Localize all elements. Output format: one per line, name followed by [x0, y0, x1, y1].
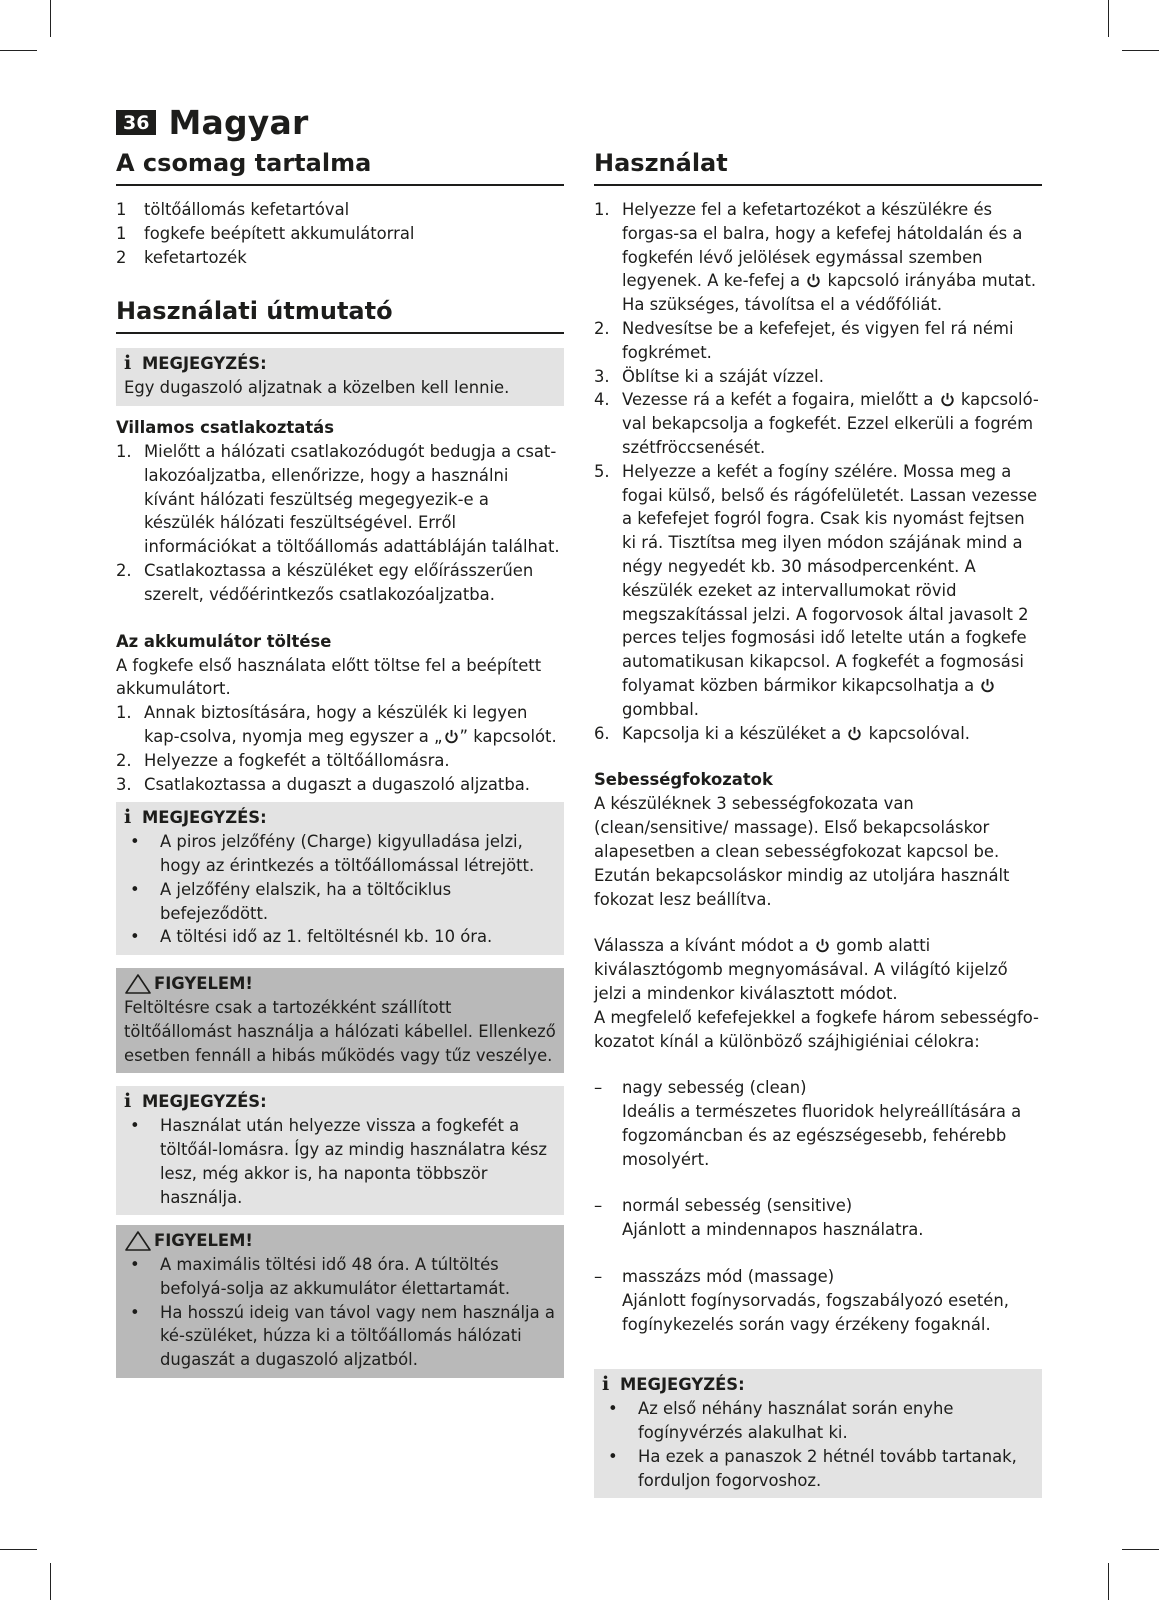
- info-icon: i: [602, 1373, 610, 1396]
- power-icon: [806, 273, 821, 288]
- usage-heading: Használat: [594, 148, 1042, 186]
- crop-mark-bottom-left-h: [0, 1549, 37, 1550]
- instructions-heading: Használati útmutató: [116, 296, 564, 334]
- page-number: 36: [116, 110, 156, 135]
- note-box: [594, 1369, 1042, 1498]
- list-item: • A maximális töltési idő 48 óra. A túltöltés befolyá-solja az akkumulátor élettartamát.: [130, 1255, 511, 1298]
- left-column: [116, 148, 564, 1378]
- crop-mark-top-left-h: [0, 50, 37, 51]
- package-item-text: fogkefe beépített akkumulátorral: [144, 223, 415, 243]
- speeds-paragraph: A megfelelő kefefejekkel a fogkefe három sebességfo-kozatot kínál a különböző szájhigiéniai célokra:: [594, 1007, 1039, 1051]
- package-item-qty: 1: [116, 223, 127, 243]
- charging-list: [116, 701, 564, 796]
- note-bullet-list: [602, 1397, 1034, 1492]
- warning-title: FIGYELEM!: [124, 1229, 556, 1253]
- list-item: • A töltési idő az 1. feltöltésnél kb. 10 óra.: [130, 927, 493, 947]
- list-item: 2. Nedvesítse be a kefefejet, és vigyen fel rá némi fogkrémet.: [594, 318, 1014, 362]
- mode-name: masszázs mód (massage): [622, 1267, 835, 1287]
- warning-triangle-icon: [124, 973, 154, 995]
- package-item-qty: 1: [116, 200, 127, 219]
- language-title: Magyar: [168, 103, 309, 142]
- power-icon: [815, 938, 830, 953]
- list-item: 3. Csatlakoztassa a dugaszt a dugaszoló aljzatba.: [116, 774, 531, 794]
- mode-name: nagy sebesség (clean): [622, 1078, 807, 1098]
- warning-box: [116, 1225, 564, 1378]
- crop-mark-top-left-v: [50, 0, 51, 37]
- power-icon: [444, 729, 459, 744]
- crop-mark-top-right-v: [1108, 0, 1109, 37]
- note-box: [116, 802, 564, 955]
- list-item: • A piros jelzőfény (Charge) kigyulladása jelzi, hogy az érintkezés a töltőállomással létrejött.: [130, 832, 535, 875]
- warning-bullet-list: [124, 1253, 556, 1372]
- mode-description: Ajánlott a mindennapos használatra.: [622, 1220, 924, 1240]
- list-item: – normál sebesség (sensitive) Ajánlott a mindennapos használatra.: [594, 1196, 924, 1240]
- info-icon: i: [124, 1090, 132, 1113]
- package-item-text: töltőállomás kefetartóval: [144, 200, 350, 219]
- note-title: i MEGJEGYZÉS:: [124, 806, 267, 829]
- electric-connection-heading: Villamos csatlakoztatás: [116, 417, 334, 437]
- crop-mark-top-right-h: [1122, 50, 1159, 51]
- list-item: 6. Kapcsolja ki a készüléket a kapcsolóval.: [594, 723, 970, 743]
- list-item: • Ha hosszú ideig van távol vagy nem használja a ké-szüléket, húzza ki a töltőállomás hálózati dugaszát a dugaszoló aljzatból.: [130, 1302, 555, 1370]
- list-item: 1. Mielőtt a hálózati csatlakozódugót bedugja a csat-lakozóaljzatba, ellenőrizze, hogy a használni kívánt hálózati feszültség megegyezik-e a készülék hálózati feszültségével. Erről információkat a töltőállomás adattábláján találhat.: [116, 441, 560, 557]
- mode-description: Ideális a természetes fluoridok helyreállítására a fogzománcban és az egészségesebb, fehérebb mosolyért.: [622, 1102, 1022, 1169]
- info-icon: i: [124, 806, 132, 829]
- info-icon: i: [124, 352, 132, 375]
- crop-mark-bottom-right-v: [1108, 1563, 1109, 1600]
- list-item: 3. Öblítse ki a száját vízzel.: [594, 366, 824, 386]
- note-title: i MEGJEGYZÉS:: [602, 1373, 745, 1396]
- package-contents-list: [116, 198, 564, 269]
- package-item-text: kefetartozék: [144, 247, 247, 267]
- list-item: • A jelzőfény elalszik, ha a töltőciklus befejeződött.: [130, 879, 452, 923]
- note-bullet-list: [124, 830, 556, 949]
- power-icon: [940, 392, 955, 407]
- electric-connection-list: [116, 440, 564, 607]
- mode-name: normál sebesség (sensitive): [622, 1196, 853, 1216]
- list-item: • Használat után helyezze vissza a fogkefét a töltőál-lomásra. Így az mindig használatra kész lesz, még akkor is, ha naponta többször használja.: [130, 1116, 547, 1207]
- list-item: 5. Helyezze a kefét a fogíny szélére. Mossa meg a fogai külső, belső és rágófelületét. Lassan vezesse a kefefejet fogról fogra. Csak kis nyomást fejtsen ki rá. Tisztítsa meg ilyen módon szájának mind a négy negyedét kb. 30 másodpercenként. A készülék ezeket az intervallumokat rövid megszakítással jelzi. A fogorvosok által javasolt 2 perces teljes fogmosási idő letelte után a fogkefe automatikusan kikapcsol. A fogkefét a fogmosási folyamat közben bármikor kikapcsolhatja a gombbal.: [594, 461, 1038, 719]
- package-contents-heading: A csomag tartalma: [116, 148, 564, 186]
- note-box: [116, 348, 564, 406]
- warning-triangle-icon: [124, 1230, 154, 1252]
- note-box: [116, 1086, 564, 1215]
- speeds-paragraph: Válassza a kívánt módot a gomb alatti kiválasztógomb megnyomásával. A világító kijelző jelzi a mindenkor kiválasztott módot.: [594, 936, 1008, 1003]
- package-item-qty: 2: [116, 247, 127, 267]
- power-icon: [980, 678, 995, 693]
- speeds-paragraph: A készüléknek 3 sebességfokozata van (clean/sensitive/ massage). Első bekapcsoláskor alapesetben a clean sebességfokozat kapcsol be. Ezután bekapcsoláskor mindig az utoljára használt fokozat lesz beállítva.: [594, 794, 1010, 909]
- list-item: 4. Vezesse rá a kefét a fogaira, mielőtt a kapcsoló-val bekapcsolja a fogkefét. Ezzel elkerüli a fogrém szétfröccsenését.: [594, 390, 1039, 457]
- crop-mark-bottom-right-h: [1122, 1549, 1159, 1550]
- note-bullet-list: [124, 1114, 556, 1209]
- list-item: 2. Csatlakoztassa a készüléket egy előírásszerűen szerelt, védőérintkezős csatlakozóaljzatba.: [116, 560, 534, 604]
- note-text: Egy dugaszoló aljzatnak a közelben kell lennie.: [124, 378, 510, 398]
- right-column: [594, 148, 1042, 1498]
- warning-text: Feltöltésre csak a tartozékként szállított töltőállomást használja a hálózati kábellel. Ellenkező esetben fennáll a hibás működés vagy tűz veszélye.: [124, 997, 556, 1065]
- warning-title: FIGYELEM!: [124, 972, 556, 996]
- speed-modes-list: [594, 1076, 1042, 1336]
- list-item: – nagy sebesség (clean) Ideális a természetes fluoridok helyreállítására a fogzománcban és az egészségesebb, fehérebb mosolyért.: [594, 1078, 1022, 1169]
- note-title: i MEGJEGYZÉS:: [124, 1090, 267, 1113]
- usage-list: [594, 198, 1042, 745]
- warning-box: [116, 968, 564, 1073]
- list-item: • Ha ezek a panaszok 2 hétnél tovább tartanak, forduljon fogorvoshoz.: [608, 1446, 1017, 1490]
- power-icon: [847, 726, 862, 741]
- list-item: – masszázs mód (massage) Ajánlott fogínysorvadás, fogszabályozó esetén, fogínykezelés során vagy érzékeny fogaknál.: [594, 1267, 1009, 1334]
- list-item: • Az első néhány használat során enyhe fogínyvérzés alakulhat ki.: [608, 1399, 954, 1443]
- note-title: i MEGJEGYZÉS:: [124, 352, 267, 375]
- list-item: 1. Helyezze fel a kefetartozékot a készülékre és forgas-sa el balra, hogy a kefefej hátoldalán és a fogkefén lévő jelölések egymással szemben legyenek. A ke-fefej a kapcsoló irányába mutat. Ha szükséges, távolítsa el a védőfóliát.: [594, 200, 1037, 315]
- charging-intro: A fogkefe első használata előtt töltse fel a beépített akkumulátort.: [116, 655, 542, 699]
- speed-levels-heading: Sebességfokozatok: [594, 770, 773, 790]
- mode-description: Ajánlott fogínysorvadás, fogszabályozó esetén, fogínykezelés során vagy érzékeny fogaknál.: [622, 1290, 1009, 1334]
- battery-charging-heading: Az akkumulátor töltése: [116, 631, 332, 651]
- list-item: 2. Helyezze a fogkefét a töltőállomásra.: [116, 750, 450, 770]
- list-item: 1. Annak biztosítására, hogy a készülék ki legyen kap-csolva, nyomja meg egyszer a „ ” kapcsolót.: [116, 703, 557, 746]
- page-header: [116, 103, 308, 142]
- crop-mark-bottom-left-v: [50, 1563, 51, 1600]
